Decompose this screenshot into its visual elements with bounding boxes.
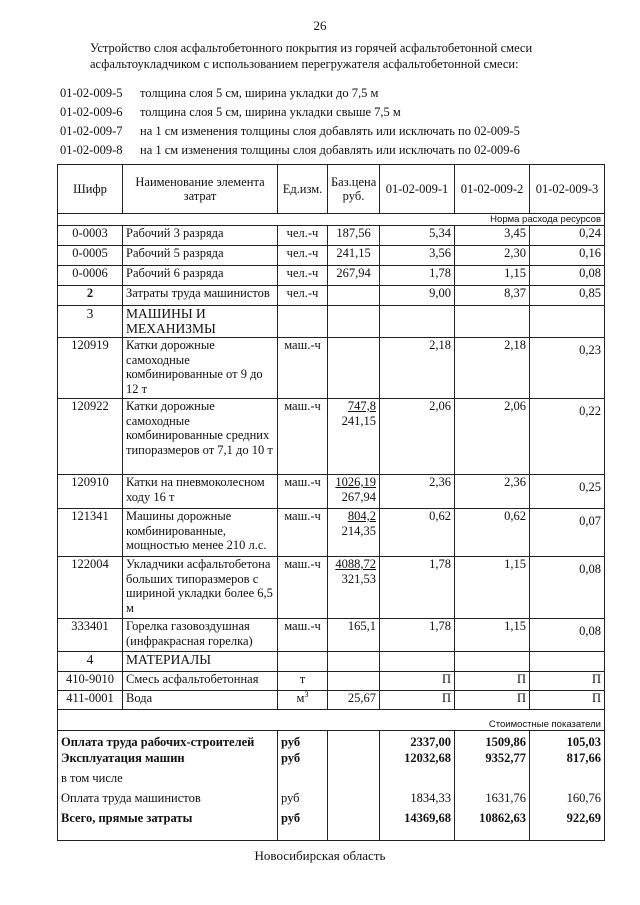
- cell-v2: 2,36: [455, 475, 530, 509]
- total-price: [328, 811, 380, 841]
- cell-price: [328, 672, 380, 691]
- cell-v3: П: [530, 691, 605, 710]
- total-name: Всего, прямые затраты: [58, 811, 278, 841]
- cell-price: 25,67: [328, 691, 380, 710]
- cell-unit: чел.-ч: [278, 226, 328, 246]
- total-row: [58, 751, 605, 771]
- cell-v3: П: [530, 672, 605, 691]
- norma-label: Норма расхода ресурсов: [58, 214, 605, 226]
- unit-superscript: 3: [304, 689, 309, 699]
- cell-v3: 0,08: [530, 557, 605, 619]
- code-id: 01-02-009-6: [60, 105, 123, 119]
- header-code: Шифр: [58, 165, 123, 214]
- cell-v3: 0,25: [530, 475, 605, 509]
- code-line: [60, 122, 620, 141]
- cell-code: 0-0006: [58, 266, 123, 286]
- cost-label-row: [58, 710, 605, 731]
- table-row: [58, 619, 605, 652]
- cell-v2: [455, 652, 530, 672]
- cell-v2: 1,15: [455, 619, 530, 652]
- total-v2: 1509,86: [455, 731, 530, 751]
- table-row: [58, 246, 605, 266]
- cell-v3: 0,16: [530, 246, 605, 266]
- total-row: [58, 771, 605, 791]
- total-v1: 14369,68: [380, 811, 455, 841]
- table-row: [58, 691, 605, 710]
- cell-v3: 0,08: [530, 619, 605, 652]
- cell-v2: 3,45: [455, 226, 530, 246]
- cell-name: Катки на пневмоколесном ходу 16 т: [123, 475, 278, 509]
- code-line: [60, 141, 620, 160]
- cell-name: Катки дорожные самоходные комбинированные от 9 до 12 т: [123, 338, 278, 399]
- cell-code: 120922: [58, 399, 123, 475]
- total-v3: 922,69: [530, 811, 605, 841]
- cell-code: 120910: [58, 475, 123, 509]
- norma-row: [58, 214, 605, 226]
- cell-v2: [455, 306, 530, 338]
- cost-label: Стоимостные показатели: [58, 710, 605, 731]
- table-row: [58, 557, 605, 619]
- header-col1: 01-02-009-1: [380, 165, 455, 214]
- cell-code: 2: [58, 286, 123, 306]
- total-unit: [278, 771, 328, 791]
- cell-unit: чел.-ч: [278, 266, 328, 286]
- code-id: 01-02-009-5: [60, 86, 123, 100]
- cell-price: [328, 509, 380, 557]
- cell-name: Горелка газовоздушная (инфракрасная горелка): [123, 619, 278, 652]
- total-v2: [455, 771, 530, 791]
- table-row: [58, 509, 605, 557]
- cell-unit: [278, 672, 328, 691]
- cell-v2: 8,37: [455, 286, 530, 306]
- price-upper: 804,2: [347, 509, 376, 523]
- total-row: [58, 811, 605, 841]
- cell-code: 120919: [58, 338, 123, 399]
- header-unit: Ед.изм.: [278, 165, 328, 214]
- price-lower: 241,15: [341, 413, 376, 428]
- price-lower: 267,94: [341, 489, 376, 504]
- total-v2: 1631,76: [455, 791, 530, 811]
- total-name: в том числе: [58, 771, 278, 791]
- cell-v1: 1,78: [380, 557, 455, 619]
- header-name: Наименование элемента затрат: [123, 165, 278, 214]
- cell-v2: 2,30: [455, 246, 530, 266]
- section-code: 4: [58, 652, 123, 672]
- total-price: [328, 751, 380, 771]
- cell-name: Затраты труда машинистов: [123, 286, 278, 306]
- total-row: [58, 731, 605, 751]
- cell-price: [328, 338, 380, 399]
- cell-unit: маш.-ч: [278, 338, 328, 399]
- cell-price: [328, 475, 380, 509]
- code-desc: толщина слоя 5 см, ширина укладки до 7,5 м: [140, 86, 379, 100]
- total-name: Оплата труда рабочих-строителей: [58, 731, 278, 751]
- cell-code: 410-9010: [58, 672, 123, 691]
- total-unit: руб: [278, 811, 328, 841]
- total-name: Эксплуатация машин: [58, 751, 278, 771]
- total-v1: [380, 771, 455, 791]
- cell-unit: чел.-ч: [278, 286, 328, 306]
- page-number: 26: [313, 18, 327, 33]
- cell-name: Рабочий 5 разряда: [123, 246, 278, 266]
- footer-region: Новосибирская область: [254, 848, 386, 863]
- cell-code: 0-0005: [58, 246, 123, 266]
- table-row: [58, 338, 605, 399]
- price-upper: 747,8: [347, 399, 376, 413]
- total-v3: 817,66: [530, 751, 605, 771]
- cell-name: Рабочий 6 разряда: [123, 266, 278, 286]
- cell-price: 241,15: [328, 246, 380, 266]
- cell-unit: маш.-ч: [278, 619, 328, 652]
- cell-v2: П: [455, 672, 530, 691]
- cell-price: [328, 557, 380, 619]
- cell-v3: [530, 306, 605, 338]
- code-list: [60, 84, 620, 160]
- cell-v3: [530, 652, 605, 672]
- table-row: [58, 226, 605, 246]
- cell-v1: 9,00: [380, 286, 455, 306]
- cell-unit: маш.-ч: [278, 509, 328, 557]
- code-line: [60, 103, 620, 122]
- cell-unit: маш.-ч: [278, 399, 328, 475]
- cell-v2: П: [455, 691, 530, 710]
- cell-v2: 1,15: [455, 266, 530, 286]
- cell-price: 187,56: [328, 226, 380, 246]
- cell-v1: 2,36: [380, 475, 455, 509]
- cell-v2: 2,18: [455, 338, 530, 399]
- code-desc: на 1 см изменения толщины слоя добавлять или исключать по 02-009-6: [140, 143, 520, 157]
- intro-text: Устройство слоя асфальтобетонного покрытия из горячей асфальтобетонной смеси асфальтоукладчиком с использованием перегружателя асфальтобетонной смеси:: [90, 41, 533, 71]
- table-row: [58, 399, 605, 475]
- cell-name: Машины дорожные комбинированные, мощностью менее 210 л.с.: [123, 509, 278, 557]
- total-v2: 9352,77: [455, 751, 530, 771]
- table-row: [58, 672, 605, 691]
- total-v2: 10862,63: [455, 811, 530, 841]
- total-price: [328, 731, 380, 751]
- cell-name: Смесь асфальтобетонная: [123, 672, 278, 691]
- cell-price: 267,94: [328, 266, 380, 286]
- price-lower: 214,35: [341, 523, 376, 538]
- total-price: [328, 771, 380, 791]
- header-row: [58, 165, 605, 214]
- cell-v1: [380, 306, 455, 338]
- price-lower: 321,53: [341, 571, 376, 586]
- cell-price: [328, 652, 380, 672]
- cell-unit: [278, 652, 328, 672]
- cell-price: [328, 306, 380, 338]
- cell-v1: 0,62: [380, 509, 455, 557]
- cell-v1: П: [380, 672, 455, 691]
- cell-v1: 1,78: [380, 619, 455, 652]
- total-row: [58, 791, 605, 811]
- cell-code: 0-0003: [58, 226, 123, 246]
- total-price: [328, 791, 380, 811]
- code-desc: толщина слоя 5 см, ширина укладки свыше 7,5 м: [140, 105, 401, 119]
- total-v1: 2337,00: [380, 731, 455, 751]
- table-row: [58, 475, 605, 509]
- resource-table: [57, 164, 605, 841]
- cell-unit: чел.-ч: [278, 246, 328, 266]
- cell-code: 411-0001: [58, 691, 123, 710]
- cell-v3: 0,24: [530, 226, 605, 246]
- cell-price: [328, 399, 380, 475]
- cell-v1: 1,78: [380, 266, 455, 286]
- cell-v1: 2,06: [380, 399, 455, 475]
- cell-price: [328, 619, 380, 652]
- cell-v3: 0,22: [530, 399, 605, 475]
- cell-unit: [278, 306, 328, 338]
- section-row: [58, 306, 605, 338]
- section-title: МАШИНЫ И МЕХАНИЗМЫ: [123, 306, 278, 338]
- cell-v1: П: [380, 691, 455, 710]
- header-price: Баз.цена руб.: [328, 165, 380, 214]
- cell-code: 333401: [58, 619, 123, 652]
- cell-v1: 3,56: [380, 246, 455, 266]
- cell-code: 121341: [58, 509, 123, 557]
- section-row: [58, 652, 605, 672]
- cell-name: Катки дорожные самоходные комбинированные средних типоразмеров от 7,1 до 10 т: [123, 399, 278, 475]
- cell-name: Рабочий 3 разряда: [123, 226, 278, 246]
- cell-code: 122004: [58, 557, 123, 619]
- code-line: [60, 84, 620, 103]
- code-id: 01-02-009-7: [60, 124, 123, 138]
- cell-v3: 0,07: [530, 509, 605, 557]
- section-code: 3: [58, 306, 123, 338]
- total-v3: 105,03: [530, 731, 605, 751]
- price-upper: 4088,72: [335, 557, 376, 571]
- cell-name: Вода: [123, 691, 278, 710]
- total-v3: [530, 771, 605, 791]
- price-lower: 165,1: [347, 619, 376, 633]
- table-row: [58, 286, 605, 306]
- total-unit: руб: [278, 791, 328, 811]
- cell-unit: [278, 691, 328, 710]
- total-v3: 160,76: [530, 791, 605, 811]
- cell-unit: маш.-ч: [278, 475, 328, 509]
- cell-v1: [380, 652, 455, 672]
- total-name: Оплата труда машинистов: [58, 791, 278, 811]
- unit-text: м: [296, 691, 305, 705]
- code-desc: на 1 см изменения толщины слоя добавлять или исключать по 02-009-5: [140, 124, 520, 138]
- cell-v2: 2,06: [455, 399, 530, 475]
- cell-v3: 0,85: [530, 286, 605, 306]
- cell-price: [328, 286, 380, 306]
- table-row: [58, 266, 605, 286]
- total-unit: руб: [278, 731, 328, 751]
- cell-v1: 2,18: [380, 338, 455, 399]
- price-upper: 1026,19: [335, 475, 376, 489]
- total-unit: руб: [278, 751, 328, 771]
- cell-v2: 1,15: [455, 557, 530, 619]
- cell-v3: 0,08: [530, 266, 605, 286]
- unit-text: т: [299, 672, 306, 686]
- header-col2: 01-02-009-2: [455, 165, 530, 214]
- cell-unit: маш.-ч: [278, 557, 328, 619]
- total-v1: 12032,68: [380, 751, 455, 771]
- cell-v3: 0,23: [530, 338, 605, 399]
- cell-v1: 5,34: [380, 226, 455, 246]
- cell-name: Укладчики асфальтобетона больших типоразмеров с шириной укладки более 6,5 м: [123, 557, 278, 619]
- total-v1: 1834,33: [380, 791, 455, 811]
- header-col3: 01-02-009-3: [530, 165, 605, 214]
- cell-v2: 0,62: [455, 509, 530, 557]
- section-title: МАТЕРИАЛЫ: [123, 652, 278, 672]
- code-id: 01-02-009-8: [60, 143, 123, 157]
